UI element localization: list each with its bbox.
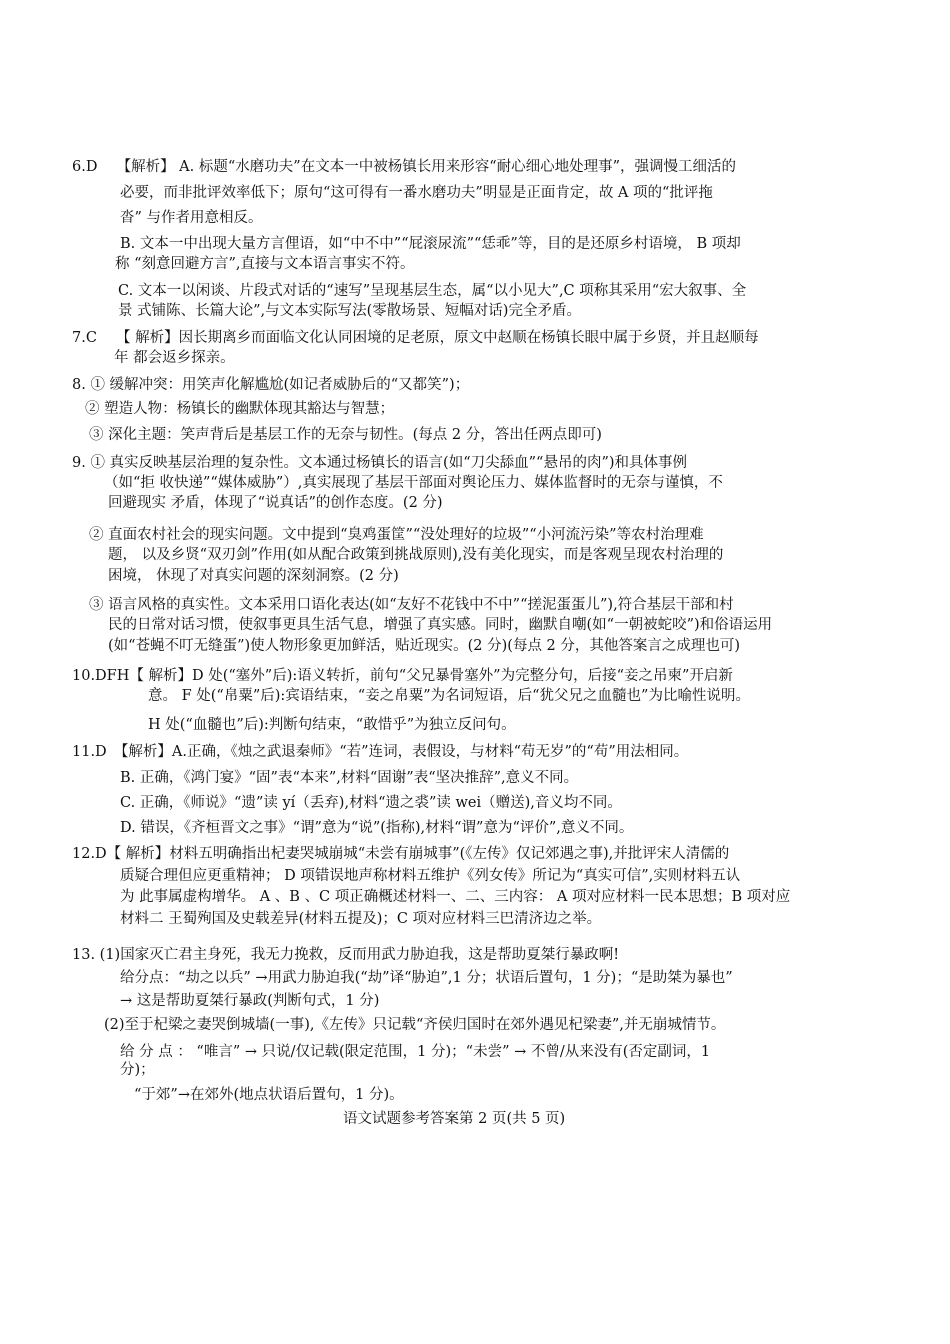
text-line: 年 都会返乡探亲。	[114, 350, 235, 366]
text-line: （如“拒 收快递”“媒体威胁”）,真实展现了基层干部面对舆论压力、媒体监督时的无奈与谨慎，不	[104, 475, 723, 491]
text-line: ② 直面农村社会的现实问题。文中提到“臭鸡蛋筐”“没处理好的垃圾”“小河流污染”等农村治理难	[89, 527, 704, 543]
text-line: 10.DFH【 解析】D 处(“塞外”后):语义转折，前句“父兄暴骨塞外”为完整分句，后接“妾之吊柬”开启新	[72, 668, 733, 684]
text-line: 质疑合理但应更重精神； D 项错误地声称材料五维护《列女传》所记为“真实可信”,实则材料五认	[120, 868, 741, 884]
text-line: 困境， 休现了对真实问题的深刻洞察。(2 分)	[108, 568, 399, 584]
text-line: → 这是帮助夏桀行暴政(判断句式，1 分)	[120, 993, 380, 1009]
text-line: 回避现实 矛盾，体现了“说真话”的创作态度。(2 分)	[108, 495, 443, 511]
text-line: 民的日常对话习惯，使叙事更具生活气息，增强了真实感。同时，幽默自嘲(如“一朝被蛇咬”)和俗语运用	[108, 617, 773, 633]
text-line: (如“苍蝇不叮无缝蛋”)使人物形象更加鲜活，贴近现实。(2 分)(每点 2 分，其他答案言之成理也可)	[108, 638, 741, 654]
text-line: B. 文本一中出现大量方言俚语，如“中不中”“屁滚尿流”“恁乖”等，目的是还原乡村语境， B 项却	[120, 236, 741, 252]
text-line: 8. ① 缓解冲突：用笑声化解尴尬(如记者威胁后的“又都笑”)；	[72, 377, 470, 393]
text-line: H 处(“血髓也”后):判断句结束，“敢惜乎”为独立反问句。	[148, 717, 516, 733]
text-line: 给 分 点 ： “唯言” → 只说/仅记载(限定范围，1 分)；“未尝” → 不曾/从来没有(否定副词，1	[120, 1044, 711, 1060]
text-line: 分)；	[120, 1062, 155, 1078]
text-line: ② 塑造人物：杨镇长的幽默体现其豁达与智慧；	[85, 401, 395, 417]
text-line: 称 “刻意回避方言”,直接与文本语言事实不符。	[115, 256, 415, 272]
text-line: “于郊”→在郊外(地点状语后置句，1 分)。	[134, 1087, 404, 1103]
text-line: 11.D 【解析】A.正确，《烛之武退秦师》“若”连词，表假设，与材料“苟无岁”的“苟”用法相同。	[72, 744, 689, 760]
page-footer: 语文试题参考答案第 2 页(共 5 页)	[343, 1111, 566, 1127]
text-line: 9. ① 真实反映基层治理的复杂性。文本通过杨镇长的语言(如“刀尖舔血”“悬吊的肉”)和具体事例	[72, 455, 688, 471]
text-line: 6.D 【解析】 A. 标题“水磨功夫”在文本一中被杨镇长用来形容“耐心细心地处理事”，强调慢工细活的	[72, 159, 737, 175]
text-line: 为 此事属虚构增华。 A 、B 、C 项正确概述材料一、二、三内容： A 项对应材料一民本思想；B 项对应	[120, 889, 791, 905]
text-line: 12.D【 解析】材料五明确指出杞妻哭城崩城“未尝有崩城事”(《左传》仅记郊遇之事),并批评宋人清儒的	[72, 846, 730, 862]
text-line: 材料二 王蜀殉国及史载差异(材料五提及)；C 项对应材料三巴清济边之举。	[120, 911, 602, 927]
text-line: 给分点：“劫之以兵” →用武力胁迫我(“劫”译“胁迫”,1 分；状语后置句，1 分)；“是助桀为暴也”	[120, 970, 733, 986]
text-line: 13. (1)国家灭亡君主身死，我无力挽救，反而用武力胁迫我，这是帮助夏桀行暴政啊!	[72, 947, 620, 963]
text-line: 沓” 与作者用意相反。	[120, 210, 263, 226]
text-line: D. 错误，《齐桓晋文之事》“谓”意为“说”(指称),材料“谓”意为“评价”,意义不同。	[120, 820, 634, 836]
text-line: 题， 以及乡贤“双刃剑”作用(如从配合政策到挑战原则),没有美化现实，而是客观呈现农村治理的	[108, 547, 724, 563]
text-line: ③ 语言风格的真实性。文本采用口语化表达(如“友好不花钱中不中”“搓泥蛋蛋儿”),符合基层干部和村	[89, 597, 734, 613]
text-line: (2)至于杞梁之妻哭倒城墙(一事),《左传》只记载“齐侯归国时在郊外遇见杞梁妻”,并无崩城情节。	[104, 1017, 726, 1033]
text-line: ③ 深化主题：笑声背后是基层工作的无奈与韧性。(每点 2 分，答出任两点即可)	[89, 427, 602, 443]
text-line: 必要，而非批评效率低下；原句“这可得有一番水磨功夫”明显是正面肯定，故 A 项的“批评拖	[120, 185, 713, 201]
text-line: C. 正确，《师说》“遗”读 yí（丢弃),材料“遗之裘”读 wei（赠送),音义均不同。	[120, 795, 622, 811]
text-line: C. 文本一以闲谈、片段式对话的“速写”呈现基层生态，属“以小见大”,C 项称其采用“宏大叙事、全	[118, 283, 747, 299]
text-line: 7.C 【 解析】因长期离乡而面临文化认同困境的足老原，原文中赵顺在杨镇长眼中属于乡贤，并且赵顺每	[72, 330, 759, 346]
text-line: 景 式铺陈、长篇大论”,与文本实际写法(零散场景、短幅对话)完全矛盾。	[118, 303, 581, 319]
text-line: 意。 F 处(“帛粟”后):宾语结束，“妾之帛粟”为名词短语，后“犹父兄之血髓也”为比喻性说明。	[148, 688, 750, 704]
text-line: B. 正确，《鸿门宴》“固”表“本来”,材料“固谢”表“坚决推辞”,意义不同。	[120, 770, 579, 786]
